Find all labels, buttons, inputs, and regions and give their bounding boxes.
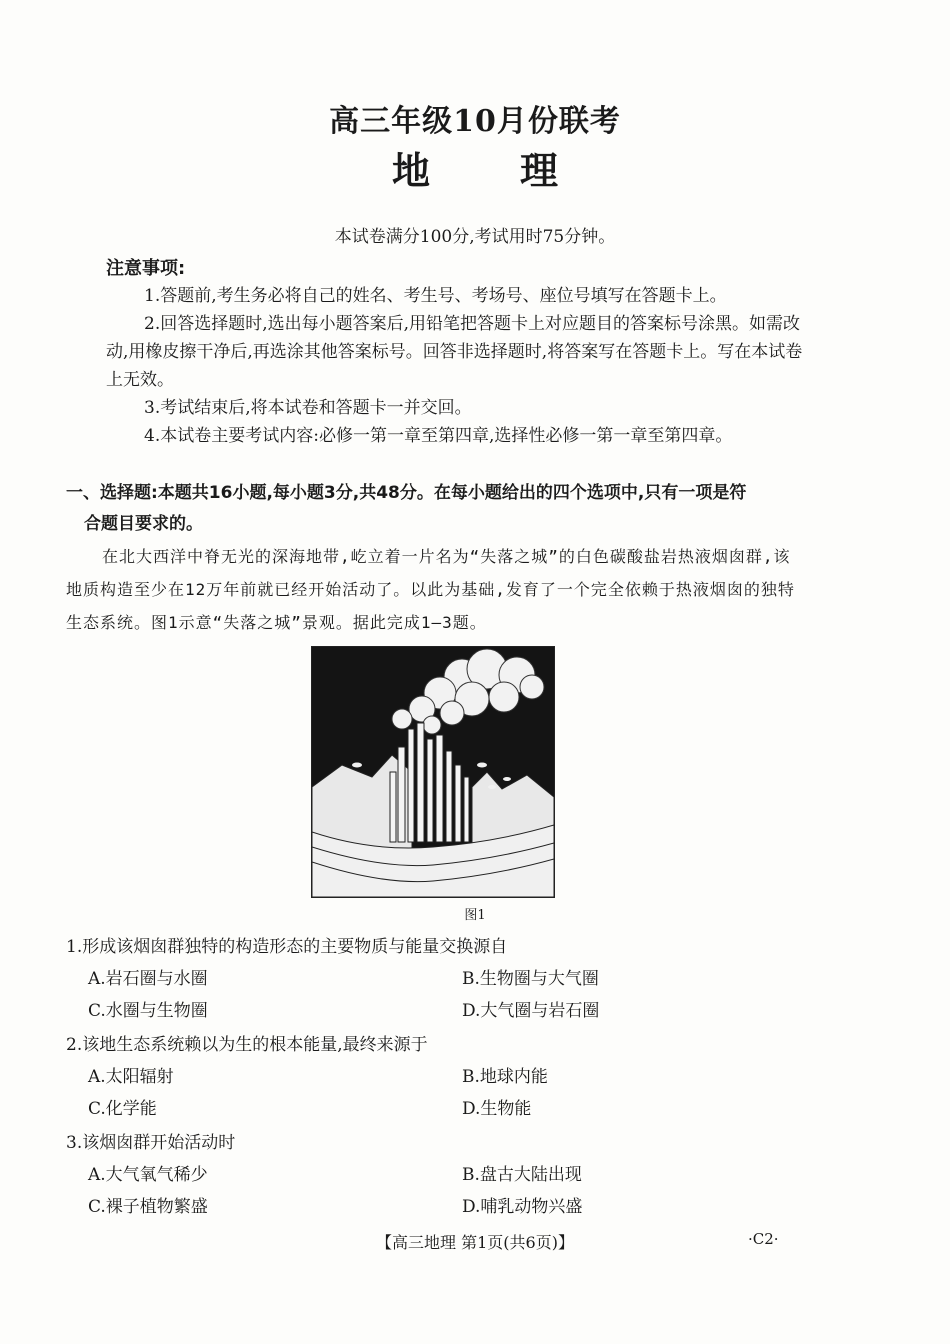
section-heading xyxy=(66,478,826,540)
question-1-option-c: C.水圈与生物圈 xyxy=(88,1001,208,1021)
figure-lost-city-illustration xyxy=(311,646,555,898)
question-1-option-d: D.大气圈与岩石圈 xyxy=(462,1001,600,1021)
figure-caption: 图1 xyxy=(464,908,486,923)
notice-item: 4.本试卷主要考试内容:必修一第一章至第四章,选择性必修一第一章至第四章。 xyxy=(144,426,733,446)
reading-passage: 在北大西洋中脊无光的深海地带,屹立着一片名为“失落之城”的白色碳酸盐岩热液烟囱群,该地质构造至少在12万年前就已经开始活动了。以此为基础,发育了一个完全依赖于热液烟囱的独特生态系统。图1示意“失落之城”景观。据此完成1—3题。 xyxy=(66,547,795,632)
question-2-stem: 2.该地生态系统赖以为生的根本能量,最终来源于 xyxy=(66,1035,428,1055)
section-line-2: 合题目要求的。 xyxy=(84,514,203,534)
question-2-option-a: A.太阳辐射 xyxy=(88,1067,174,1087)
question-2-option-b: B.地球内能 xyxy=(462,1067,548,1087)
exam-info: 本试卷满分100分,考试用时75分钟。 xyxy=(334,227,616,247)
question-1-option-a: A.岩石圈与水圈 xyxy=(88,969,208,989)
notice-item: 1.答题前,考生务必将自己的姓名、考生号、考场号、座位号填写在答题卡上。 xyxy=(144,286,727,306)
exam-subject: 地理 xyxy=(391,148,648,193)
page-footer: 【高三地理 第1页(共6页)】 xyxy=(376,1233,574,1252)
exam-title: 高三年级10月份联考 xyxy=(329,104,621,139)
question-3-option-c: C.裸子植物繁盛 xyxy=(88,1197,208,1217)
question-3-option-a: A.大气氧气稀少 xyxy=(88,1165,208,1185)
question-3-stem: 3.该烟囱群开始活动时 xyxy=(66,1133,236,1153)
hydrothermal-chimney-illustration xyxy=(312,647,554,897)
question-3-option-b: B.盘古大陆出现 xyxy=(462,1165,582,1185)
question-1-stem: 1.形成该烟囱群独特的构造形态的主要物质与能量交换源自 xyxy=(66,937,508,957)
notice-item: 2.回答选择题时,选出每小题答案后,用铅笔把答题卡上对应题目的答案标号涂黑。如需改动,用橡皮擦干净后,再选涂其他答案标号。回答非选择题时,将答案写在答题卡上。写在本试卷上无效。 xyxy=(106,314,803,390)
notice-title: 注意事项: xyxy=(106,258,186,279)
notice-item: 3.考试结束后,将本试卷和答题卡一并交回。 xyxy=(144,398,472,418)
question-2-option-d: D.生物能 xyxy=(462,1099,532,1119)
question-1-option-b: B.生物圈与大气圈 xyxy=(462,969,599,989)
question-2-option-c: C.化学能 xyxy=(88,1099,157,1119)
section-line-1: 一、选择题:本题共16小题,每小题3分,共48分。在每小题给出的四个选项中,只有一项是符 xyxy=(66,483,747,503)
question-3-option-d: D.哺乳动物兴盛 xyxy=(462,1197,583,1217)
notice-list xyxy=(106,282,806,450)
paper-code: ·C2· xyxy=(748,1230,779,1248)
